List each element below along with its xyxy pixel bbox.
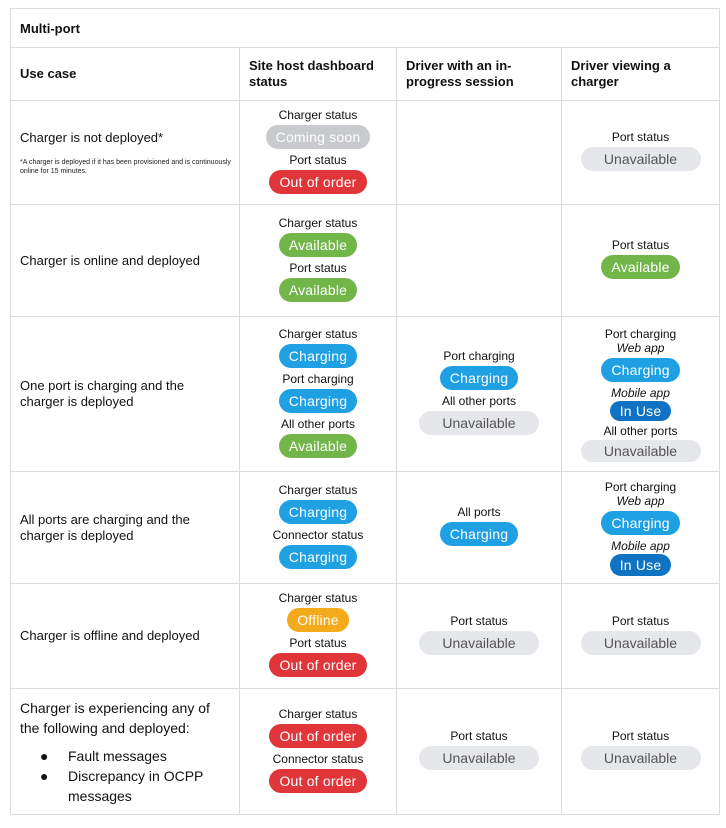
bullet-text: Fault messages: [68, 747, 167, 764]
site-host-cell: [240, 584, 397, 689]
status-label: Charger status: [278, 326, 358, 341]
driver-session-cell: [397, 584, 562, 689]
driver-viewing-cell: [562, 584, 720, 689]
status-badge: Unavailable: [419, 631, 539, 655]
status-table-container: [10, 8, 719, 816]
status-badge: Charging: [279, 344, 357, 368]
status-label: Charger status: [278, 482, 358, 497]
status-badge: Offline: [287, 608, 349, 632]
driver-session-cell: [397, 101, 562, 205]
use-case-cell: [11, 584, 240, 689]
status-label: Port charging: [604, 479, 677, 494]
status-label: Port charging: [282, 371, 354, 386]
status-table: [10, 8, 720, 815]
bullet-icon: ●: [40, 767, 49, 784]
table-title: Multi-port: [11, 9, 720, 48]
list-item: [40, 746, 231, 766]
status-badge: Available: [601, 255, 679, 279]
use-case-text: Charger is experiencing any of the following and deployed:: [20, 699, 210, 736]
status-badge: Charging: [440, 522, 518, 546]
status-badge: Charging: [601, 511, 679, 535]
use-case-text: Charger is offline and deployed: [20, 628, 200, 643]
site-host-cell: [240, 472, 397, 584]
status-badge: Charging: [279, 545, 357, 569]
table-row: [11, 584, 720, 689]
driver-session-cell: [397, 472, 562, 584]
driver-viewing-cell: [562, 101, 720, 205]
app-label: Mobile app: [611, 385, 670, 400]
status-label: All other ports: [280, 416, 356, 431]
status-label: Port status: [289, 260, 347, 275]
site-host-cell: [240, 205, 397, 317]
status-badge: Unavailable: [419, 411, 539, 435]
status-label: Charger status: [278, 107, 358, 122]
status-badge: Charging: [279, 389, 357, 413]
status-badge: Charging: [440, 366, 518, 390]
use-case-text: All ports are charging and the charger is deployed: [20, 511, 190, 543]
use-case-text: One port is charging and the charger is deployed: [20, 378, 185, 409]
header-driver-session: Driver with an in-progress session: [397, 48, 562, 101]
table-row: [11, 689, 720, 815]
header-use-case: Use case: [11, 48, 240, 101]
status-badge: Out of order: [269, 653, 366, 677]
bullet-icon: ●: [40, 747, 49, 764]
app-label: Web app: [616, 493, 665, 508]
app-label: Mobile app: [611, 538, 670, 553]
header-site-host: Site host dashboard status: [240, 48, 397, 101]
header-driver-viewing: Driver viewing a charger: [562, 48, 720, 101]
status-label: Port status: [611, 729, 670, 743]
status-badge: Available: [279, 434, 357, 458]
table-header-row: [11, 48, 720, 101]
status-badge: Available: [279, 278, 357, 302]
status-label: Charger status: [278, 591, 358, 605]
status-label: Charger status: [278, 706, 358, 721]
site-host-cell: [240, 317, 397, 472]
status-label: Charger status: [278, 215, 358, 230]
status-label: Port status: [611, 613, 670, 628]
use-case-text: Charger is online and deployed: [20, 252, 200, 268]
table-row: [11, 317, 720, 472]
table-row: [11, 205, 720, 317]
use-case-cell: [11, 317, 240, 472]
status-label: Port status: [289, 636, 347, 650]
status-badge: In Use: [610, 401, 672, 421]
app-label: Web app: [616, 340, 665, 355]
site-host-cell: [240, 101, 397, 205]
status-label: Port status: [450, 729, 508, 743]
status-badge: Unavailable: [581, 440, 701, 462]
status-badge: Out of order: [269, 769, 366, 793]
table-row: [11, 101, 720, 205]
status-label: Connector status: [272, 527, 364, 542]
site-host-cell: [240, 689, 397, 815]
driver-viewing-cell: [562, 472, 720, 584]
status-label: Connector status: [272, 751, 364, 766]
driver-session-cell: [397, 317, 562, 472]
status-label: Port status: [289, 152, 347, 167]
status-badge: Out of order: [269, 170, 366, 194]
table-row: [11, 472, 720, 584]
status-label: All other ports: [603, 423, 678, 438]
status-badge: Available: [279, 233, 357, 257]
driver-session-cell: [397, 689, 562, 815]
use-case-cell: [11, 472, 240, 584]
driver-viewing-cell: [562, 205, 720, 317]
use-case-bullets: [20, 746, 231, 806]
status-label: All other ports: [441, 394, 517, 408]
status-badge: In Use: [610, 554, 672, 576]
status-badge: Charging: [279, 500, 357, 524]
status-label: Port charging: [604, 326, 677, 341]
status-badge: Unavailable: [581, 631, 701, 655]
status-label: Port status: [611, 238, 670, 252]
use-case-text: Charger is not deployed*: [20, 129, 164, 145]
status-label: Port charging: [443, 349, 515, 363]
status-badge: Unavailable: [581, 147, 701, 171]
status-badge: Charging: [601, 358, 679, 382]
driver-viewing-cell: [562, 317, 720, 472]
status-badge: Unavailable: [419, 746, 539, 770]
driver-session-cell: [397, 205, 562, 317]
use-case-cell: [11, 205, 240, 317]
use-case-cell: [11, 689, 240, 815]
status-badge: Unavailable: [581, 746, 701, 770]
driver-viewing-cell: [562, 689, 720, 815]
status-badge: Coming soon: [266, 125, 371, 149]
use-case-note: *A charger is deployed if it has been provisioned and is continuously online for 15 minutes.: [20, 158, 231, 175]
table-title-row: [11, 9, 720, 48]
status-label: All ports: [457, 505, 501, 519]
bullet-text: Discrepancy in OCPP messages: [68, 767, 204, 804]
use-case-cell: [11, 101, 240, 205]
status-label: Port status: [450, 613, 508, 628]
status-badge: Out of order: [269, 724, 366, 748]
status-label: Port status: [611, 130, 670, 144]
list-item: [40, 766, 231, 806]
